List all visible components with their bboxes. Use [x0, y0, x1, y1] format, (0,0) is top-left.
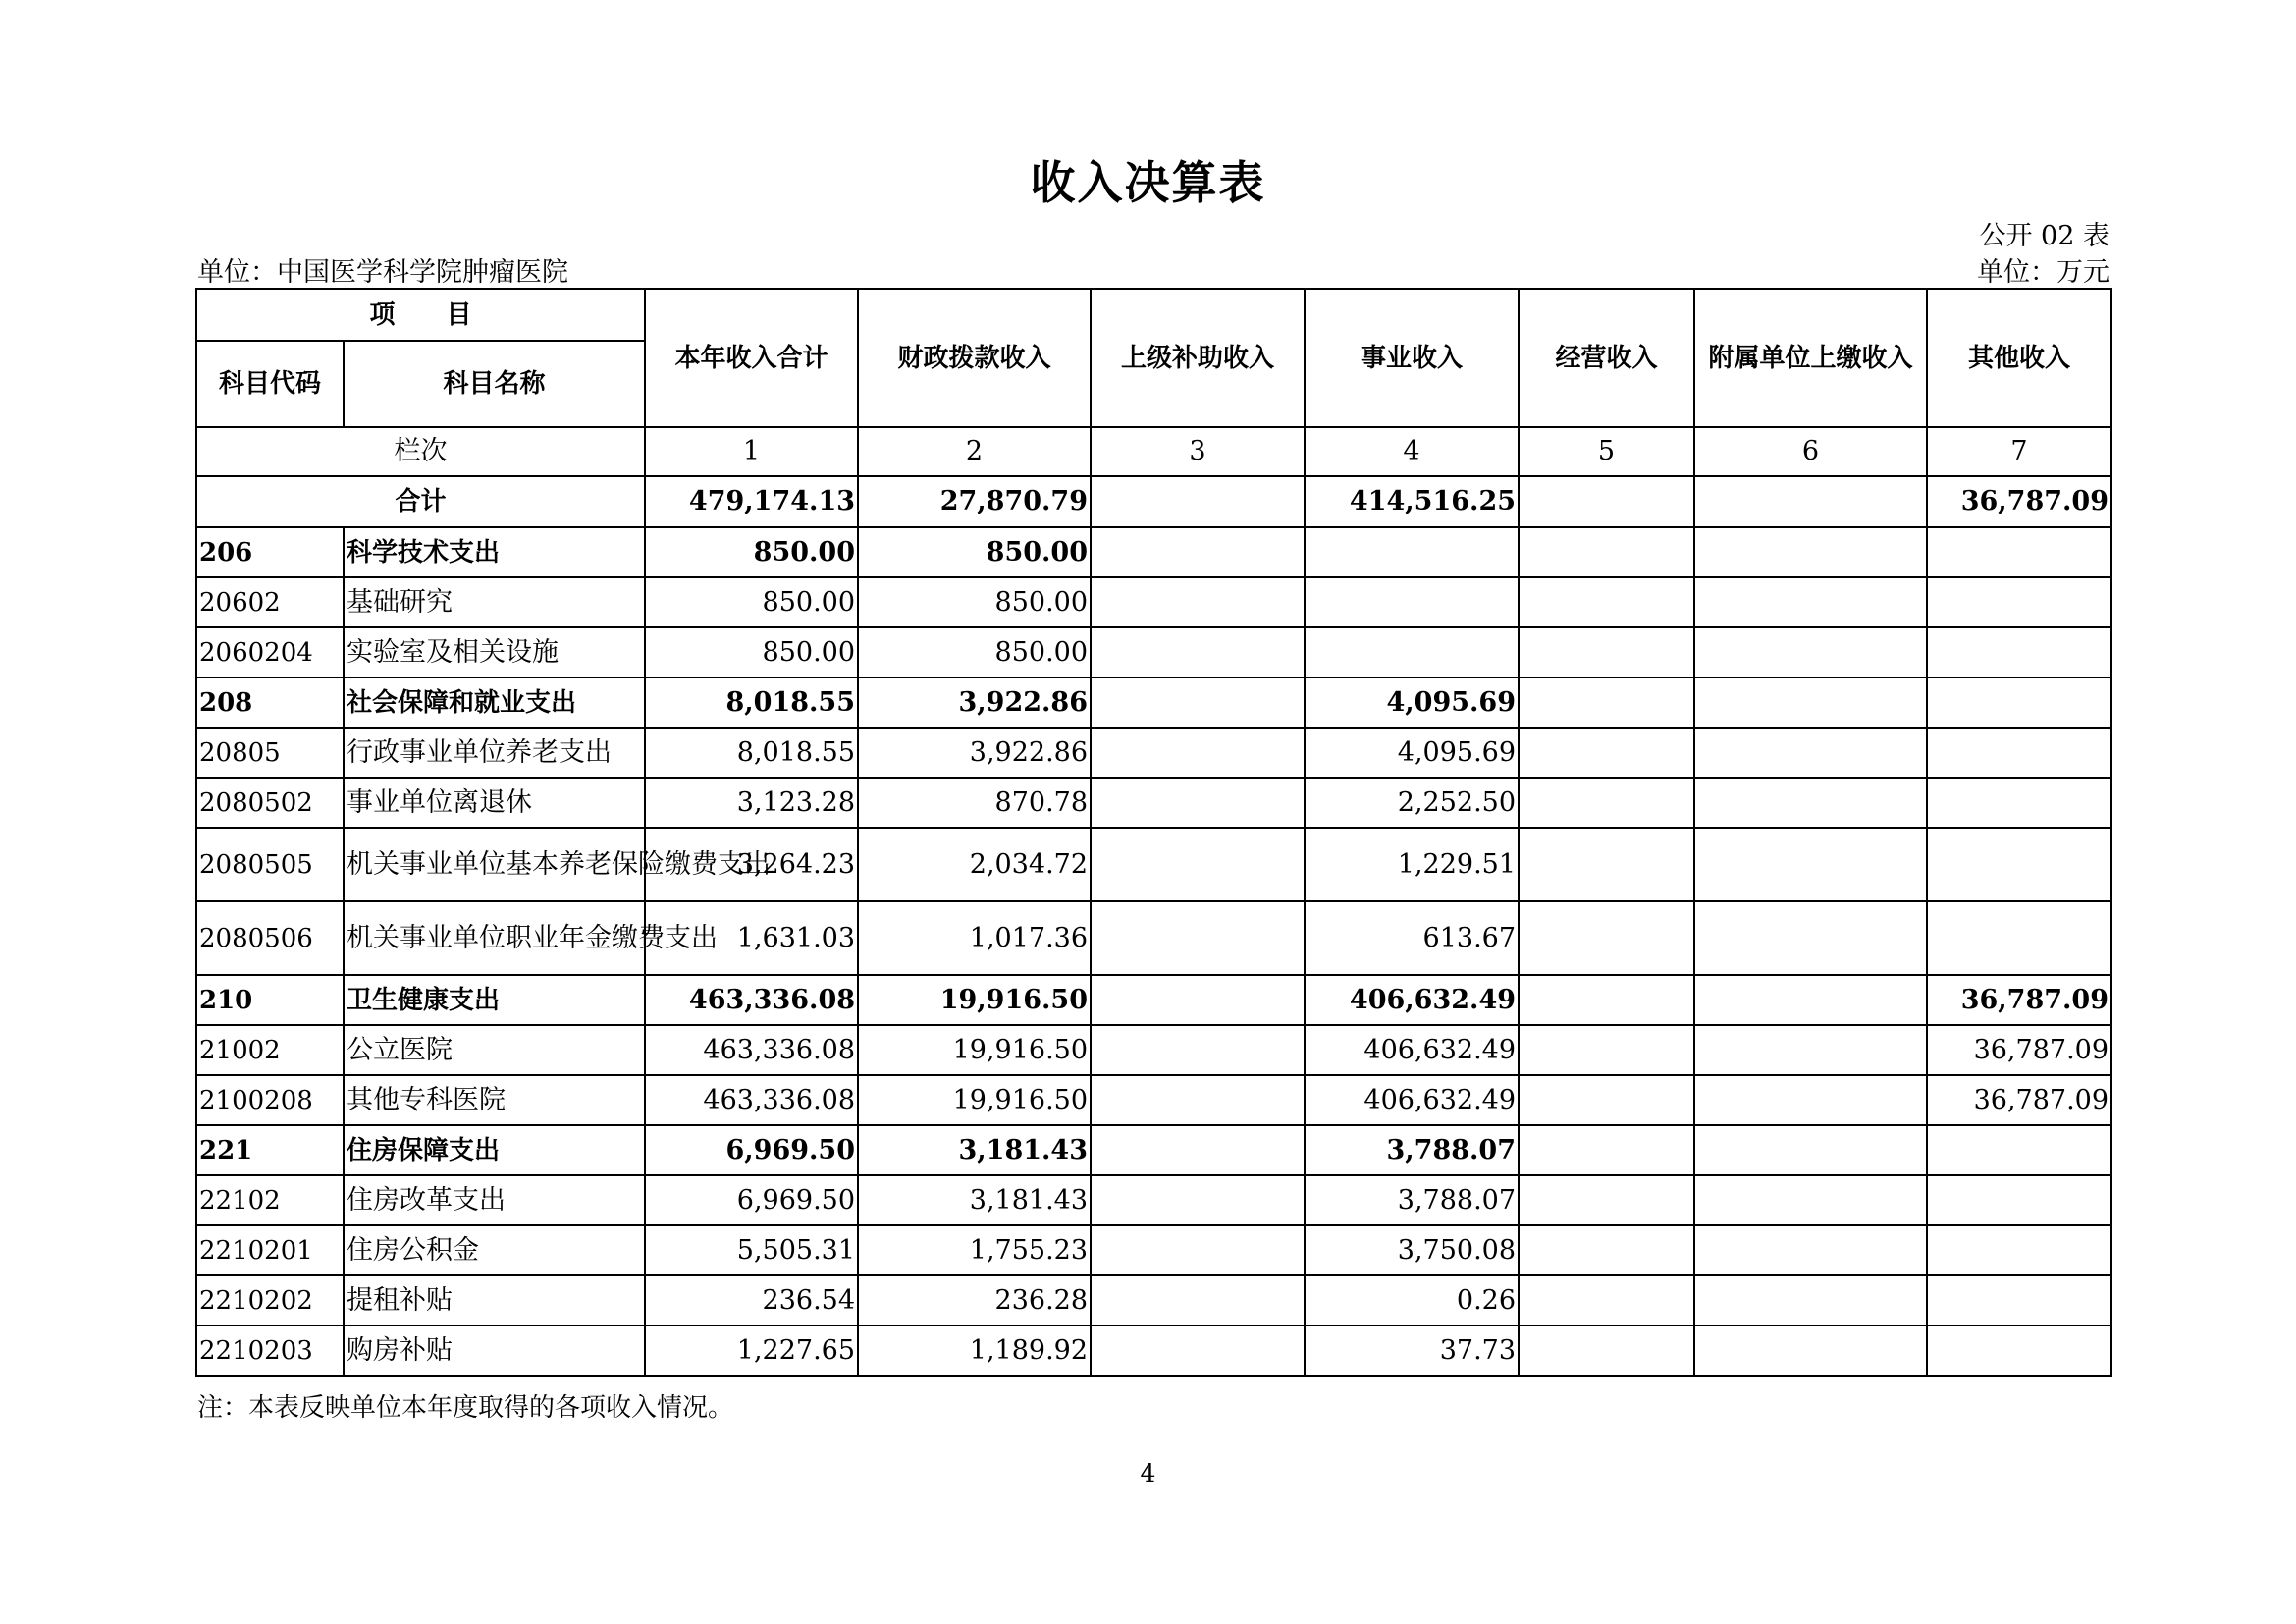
subject-code: 20602 [196, 577, 344, 627]
total-label: 合计 [196, 476, 645, 527]
table-row [196, 1326, 2111, 1376]
income-value [1927, 677, 2111, 728]
column-number: 4 [1305, 427, 1519, 476]
column-number: 1 [645, 427, 858, 476]
income-value [1091, 901, 1305, 975]
income-value: 850.00 [858, 577, 1091, 627]
income-value: 463,336.08 [645, 975, 858, 1025]
total-value: 414,516.25 [1305, 476, 1519, 527]
income-value [1091, 778, 1305, 828]
table-row [196, 577, 2111, 627]
subject-name: 公立医院 [344, 1025, 645, 1075]
subject-code: 2060204 [196, 627, 344, 677]
table-row [196, 677, 2111, 728]
income-value [1091, 1075, 1305, 1125]
income-value [1694, 778, 1927, 828]
header-name: 科目名称 [344, 341, 645, 427]
header-col7: 其他收入 [1927, 289, 2111, 427]
subject-code: 2210202 [196, 1275, 344, 1326]
income-value: 406,632.49 [1305, 975, 1519, 1025]
income-value [1091, 1275, 1305, 1326]
subject-code: 2080506 [196, 901, 344, 975]
income-table [195, 288, 2112, 1377]
income-value [1694, 975, 1927, 1025]
income-value [1927, 828, 2111, 901]
page-title: 收入决算表 [1030, 156, 1266, 209]
subject-code: 208 [196, 677, 344, 728]
column-number: 7 [1927, 427, 2111, 476]
column-number: 2 [858, 427, 1091, 476]
income-value [1519, 1225, 1694, 1275]
table-row [196, 1075, 2111, 1125]
income-value [1927, 778, 2111, 828]
income-value [1927, 627, 2111, 677]
column-row-label: 栏次 [196, 427, 645, 476]
column-number: 3 [1091, 427, 1305, 476]
income-value: 3,922.86 [858, 728, 1091, 778]
subject-code: 22102 [196, 1175, 344, 1225]
income-value: 3,123.28 [645, 778, 858, 828]
income-value: 850.00 [645, 577, 858, 627]
income-value: 463,336.08 [645, 1075, 858, 1125]
income-value: 36,787.09 [1927, 1025, 2111, 1075]
subject-code: 210 [196, 975, 344, 1025]
income-value: 3,181.43 [858, 1125, 1091, 1175]
income-value [1519, 677, 1694, 728]
income-value: 1,631.03 [645, 901, 858, 975]
subject-name: 行政事业单位养老支出 [344, 728, 645, 778]
income-value [1519, 1025, 1694, 1075]
income-value [1927, 901, 2111, 975]
currency-unit: 单位：万元 [1977, 257, 2109, 288]
income-value: 0.26 [1305, 1275, 1519, 1326]
reporting-unit: 单位：中国医学科学院肿瘤医院 [197, 257, 568, 288]
income-value: 406,632.49 [1305, 1075, 1519, 1125]
table-row [196, 1025, 2111, 1075]
subject-name: 机关事业单位基本养老保险缴费支出 [344, 828, 645, 901]
table-note: 注：本表反映单位本年度取得的各项收入情况。 [197, 1393, 734, 1423]
income-value [1694, 527, 1927, 577]
income-value [1694, 577, 1927, 627]
income-value [1694, 1125, 1927, 1175]
income-value [1519, 1125, 1694, 1175]
income-value [1519, 1275, 1694, 1326]
header-col2: 财政拨款收入 [858, 289, 1091, 427]
income-value [1519, 527, 1694, 577]
column-number: 5 [1519, 427, 1694, 476]
income-value [1305, 577, 1519, 627]
header-col3: 上级补助收入 [1091, 289, 1305, 427]
header-col4: 事业收入 [1305, 289, 1519, 427]
table-row [196, 975, 2111, 1025]
income-value: 19,916.50 [858, 1025, 1091, 1075]
income-value: 2,034.72 [858, 828, 1091, 901]
header-col5: 经营收入 [1519, 289, 1694, 427]
income-value: 3,264.23 [645, 828, 858, 901]
income-value: 4,095.69 [1305, 677, 1519, 728]
header-item: 项 目 [196, 289, 645, 341]
table-row [196, 778, 2111, 828]
subject-name: 住房保障支出 [344, 1125, 645, 1175]
page-number: 4 [1140, 1459, 1156, 1488]
subject-name: 其他专科医院 [344, 1075, 645, 1125]
subject-name: 住房改革支出 [344, 1175, 645, 1225]
income-value [1091, 577, 1305, 627]
subject-code: 2080505 [196, 828, 344, 901]
total-value: 479,174.13 [645, 476, 858, 527]
subject-code: 2100208 [196, 1075, 344, 1125]
income-value [1694, 627, 1927, 677]
income-value [1091, 627, 1305, 677]
income-value: 1,189.92 [858, 1326, 1091, 1376]
income-value: 2,252.50 [1305, 778, 1519, 828]
income-value [1927, 1175, 2111, 1225]
income-value: 36,787.09 [1927, 975, 2111, 1025]
table-row [196, 1225, 2111, 1275]
income-value [1519, 627, 1694, 677]
subject-name: 社会保障和就业支出 [344, 677, 645, 728]
subject-code: 20805 [196, 728, 344, 778]
table-row [196, 627, 2111, 677]
income-value: 236.28 [858, 1275, 1091, 1326]
subject-code: 2080502 [196, 778, 344, 828]
income-value [1694, 1175, 1927, 1225]
income-value: 1,017.36 [858, 901, 1091, 975]
subject-code: 221 [196, 1125, 344, 1175]
income-value [1927, 1275, 2111, 1326]
income-value: 6,969.50 [645, 1125, 858, 1175]
table-row [196, 728, 2111, 778]
income-value [1519, 1075, 1694, 1125]
income-value [1519, 728, 1694, 778]
income-value [1694, 1326, 1927, 1376]
income-value: 5,505.31 [645, 1225, 858, 1275]
income-value [1694, 828, 1927, 901]
subject-name: 购房补贴 [344, 1326, 645, 1376]
income-value: 4,095.69 [1305, 728, 1519, 778]
total-value [1694, 476, 1927, 527]
column-number-row [196, 427, 2111, 476]
income-value: 1,755.23 [858, 1225, 1091, 1275]
income-value [1927, 527, 2111, 577]
total-value [1519, 476, 1694, 527]
income-value: 3,750.08 [1305, 1225, 1519, 1275]
total-row [196, 476, 2111, 527]
table-row [196, 1175, 2111, 1225]
table-row [196, 901, 2111, 975]
table-row [196, 527, 2111, 577]
subject-code: 2210201 [196, 1225, 344, 1275]
income-value [1091, 728, 1305, 778]
subject-name: 卫生健康支出 [344, 975, 645, 1025]
income-value [1927, 1326, 2111, 1376]
income-value [1694, 728, 1927, 778]
income-value [1091, 527, 1305, 577]
table-row [196, 1275, 2111, 1326]
income-value [1694, 1075, 1927, 1125]
income-value [1694, 1225, 1927, 1275]
income-value: 37.73 [1305, 1326, 1519, 1376]
subject-name: 基础研究 [344, 577, 645, 627]
income-value: 1,227.65 [645, 1326, 858, 1376]
total-value: 36,787.09 [1927, 476, 2111, 527]
income-value: 6,969.50 [645, 1175, 858, 1225]
income-value [1091, 975, 1305, 1025]
subject-code: 21002 [196, 1025, 344, 1075]
income-value: 1,229.51 [1305, 828, 1519, 901]
income-value [1927, 577, 2111, 627]
income-value [1694, 1275, 1927, 1326]
table-row [196, 828, 2111, 901]
income-value: 850.00 [645, 627, 858, 677]
income-value: 463,336.08 [645, 1025, 858, 1075]
income-value [1519, 577, 1694, 627]
subject-name: 提租补贴 [344, 1275, 645, 1326]
income-value: 3,922.86 [858, 677, 1091, 728]
income-value [1091, 1125, 1305, 1175]
income-value [1091, 1025, 1305, 1075]
income-value [1519, 778, 1694, 828]
income-value [1519, 828, 1694, 901]
income-value [1305, 527, 1519, 577]
income-value [1091, 1175, 1305, 1225]
income-value [1927, 1225, 2111, 1275]
income-value [1091, 677, 1305, 728]
header-code: 科目代码 [196, 341, 344, 427]
income-value [1519, 901, 1694, 975]
income-value: 850.00 [858, 627, 1091, 677]
subject-code: 206 [196, 527, 344, 577]
income-value: 19,916.50 [858, 1075, 1091, 1125]
income-value: 3,788.07 [1305, 1175, 1519, 1225]
subject-name: 科学技术支出 [344, 527, 645, 577]
income-value [1927, 1125, 2111, 1175]
income-value: 8,018.55 [645, 728, 858, 778]
income-value: 8,018.55 [645, 677, 858, 728]
income-value [1694, 1025, 1927, 1075]
income-value [1519, 1326, 1694, 1376]
header-col6: 附属单位上缴收入 [1694, 289, 1927, 427]
income-value [1091, 1225, 1305, 1275]
income-value [1091, 828, 1305, 901]
income-value: 406,632.49 [1305, 1025, 1519, 1075]
total-value [1091, 476, 1305, 527]
income-value: 3,788.07 [1305, 1125, 1519, 1175]
income-value: 870.78 [858, 778, 1091, 828]
form-number: 公开 02 表 [1979, 221, 2109, 251]
header-col1: 本年收入合计 [645, 289, 858, 427]
column-number: 6 [1694, 427, 1927, 476]
income-value: 36,787.09 [1927, 1075, 2111, 1125]
subject-name: 事业单位离退休 [344, 778, 645, 828]
income-value [1694, 901, 1927, 975]
income-value: 850.00 [645, 527, 858, 577]
income-value: 3,181.43 [858, 1175, 1091, 1225]
income-value [1927, 728, 2111, 778]
income-value [1305, 627, 1519, 677]
income-value [1519, 1175, 1694, 1225]
total-value: 27,870.79 [858, 476, 1091, 527]
income-value: 613.67 [1305, 901, 1519, 975]
income-value: 236.54 [645, 1275, 858, 1326]
income-value [1519, 975, 1694, 1025]
income-value: 850.00 [858, 527, 1091, 577]
subject-name: 机关事业单位职业年金缴费支出 [344, 901, 645, 975]
income-value: 19,916.50 [858, 975, 1091, 1025]
subject-name: 实验室及相关设施 [344, 627, 645, 677]
table-row [196, 1125, 2111, 1175]
income-value [1091, 1326, 1305, 1376]
income-value [1694, 677, 1927, 728]
subject-name: 住房公积金 [344, 1225, 645, 1275]
subject-code: 2210203 [196, 1326, 344, 1376]
